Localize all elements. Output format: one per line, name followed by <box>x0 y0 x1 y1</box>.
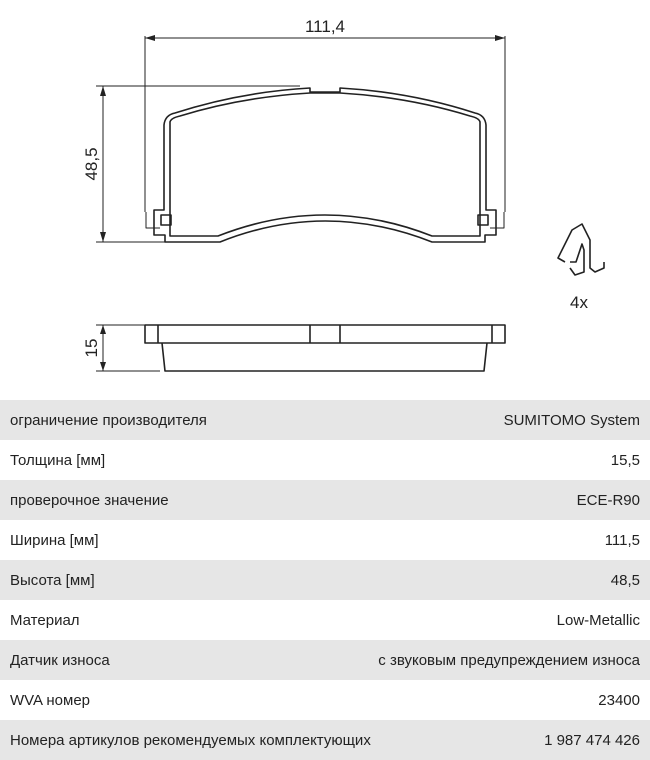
width-dimension-label: 111,4 <box>304 17 346 36</box>
spec-value: ECE-R90 <box>576 491 640 509</box>
brake-pad-front-view <box>146 88 504 242</box>
spec-row-manufacturer-restriction <box>0 400 650 440</box>
spec-label: Ширина [мм] <box>10 531 99 549</box>
spec-row-wear-sensor <box>0 640 650 680</box>
spec-label: Толщина [мм] <box>10 451 106 469</box>
spec-row-thickness <box>0 440 650 480</box>
spec-label: Материал <box>10 611 80 629</box>
spec-value: 15,5 <box>610 451 640 469</box>
height-dimension <box>96 86 300 242</box>
spec-value: SUMITOMO System <box>503 411 640 429</box>
spec-row-accessory-numbers <box>0 720 650 760</box>
spec-label: Номера артикулов рекомендуемых комплектующих <box>10 731 371 749</box>
spec-value: 23400 <box>598 691 640 709</box>
clip-count-label: 4x <box>570 293 588 312</box>
brake-pad-side-view <box>145 325 505 371</box>
spec-value: с звуковым предупреждением износа <box>378 651 640 669</box>
spec-row-material <box>0 600 650 640</box>
spec-label: ограничение производителя <box>10 411 207 429</box>
width-dimension <box>145 35 505 212</box>
spec-label: Датчик износа <box>10 651 110 669</box>
spec-value: 111,5 <box>604 531 640 549</box>
thickness-dimension-label: 15 <box>82 338 101 358</box>
spec-row-height <box>0 560 650 600</box>
spec-row-test-value <box>0 480 650 520</box>
spec-label: Высота [мм] <box>10 571 95 589</box>
spec-value: 48,5 <box>610 571 640 589</box>
spec-label: WVA номер <box>10 691 91 709</box>
height-dimension-label: 48,5 <box>82 147 101 181</box>
spec-row-width <box>0 520 650 560</box>
spec-value: Low-Metallic <box>556 611 640 629</box>
thickness-dimension <box>96 325 160 371</box>
spring-clip-icon <box>558 224 604 275</box>
spec-label: проверочное значение <box>10 491 169 509</box>
spec-row-wva-number <box>0 680 650 720</box>
specs-table <box>0 400 650 760</box>
spec-value: 1 987 474 426 <box>544 731 640 749</box>
